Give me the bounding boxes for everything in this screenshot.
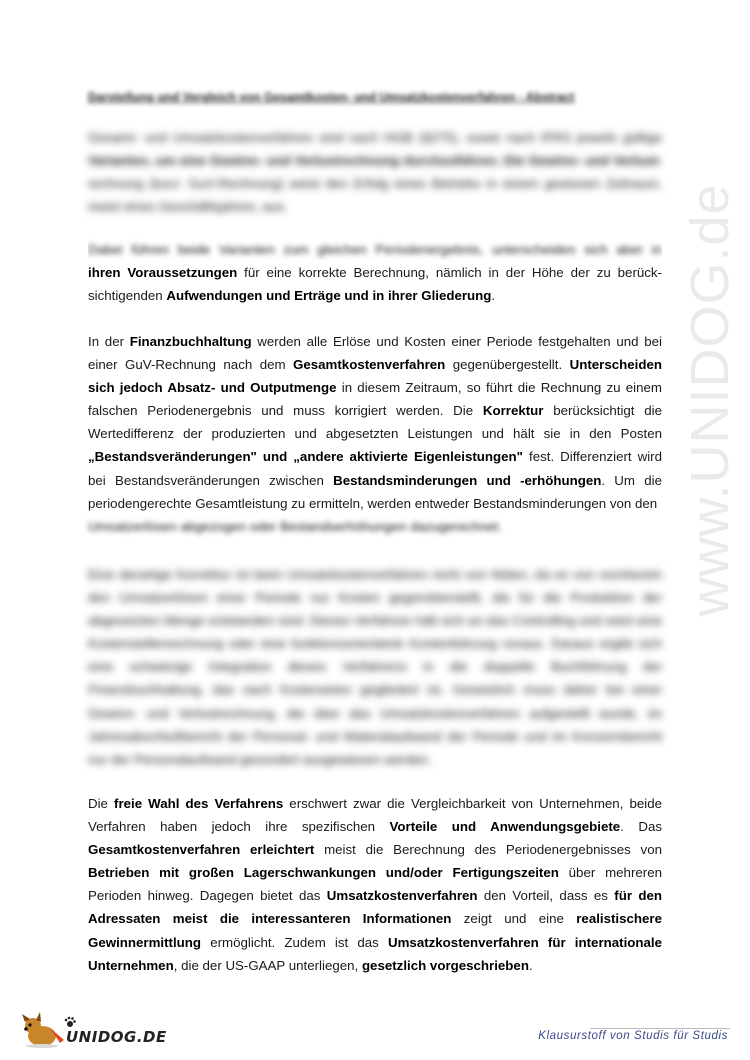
text-run: den Vorteil, dass es <box>477 888 615 904</box>
bold-text: ihren Voraussetzungen <box>88 265 238 280</box>
paragraph-line: Umsatzerlösen abgezogen oder Bestandserhöhungen dazugerechnet. <box>88 518 502 534</box>
paragraph-text: Eine derartige Korrektur ist beim Umsatzkostenverfahren nicht von Nöten, da es von vornherein den Umsatzerlösen einer Periode nur Kosten gegenüberstellt, die für die Produktion der abgesetzten Menge entstanden sind. Dieses Verfahren hält sich an das Controlling und setzt eine Kostenstellenrechnung oder eine funktionsorientierte Kontenführung voraus. Daraus ergibt sich eine schwierige Integration dieses Verfahrens in die doppelte Buchführung der Finanzbuchhaltung, das nach Kostenarten gegliedert ist. Gesetzlich muss daher bei einer Gewinn- und Verlustrechnung, die über das Umsatzkostenverfahren aufgestellt wurde, im Jahresabschlußbericht der Personal- und Materialaufwand der Periode und im Konzernbericht nur der Personalaufwand gesondert ausgewiesen werden. <box>88 567 662 767</box>
paw-icon <box>64 1016 76 1028</box>
paragraph-line: Dabei führen beide Varianten zum gleichen Periodenergebnis, unterscheiden sich aber in <box>88 242 662 257</box>
text-run: erschwert zwar die Vergleichbarkeit von Unternehmen, beide Verfahren haben jedoch ihre spezifischen <box>88 796 662 835</box>
paragraph-line: Varianten, um eine Gewinn- und Verlustrechnung durchzuführen. Die Gewinn- und Verlust- <box>88 153 662 169</box>
text-run: gegenübergestellt. <box>445 357 570 373</box>
bold-text: Umsatzkostenverfahren <box>326 888 478 904</box>
watermark <box>680 183 740 617</box>
bold-text: realistischere Gewinnermittlung <box>88 911 662 950</box>
footer-divider <box>590 1028 730 1029</box>
bold-text: Betrieben mit großen Lagerschwankungen und/oder Fertigungszeiten <box>88 865 559 881</box>
watermark-text: www.UNIDOG.de <box>680 183 740 617</box>
paragraph-umsatzkosten <box>88 563 662 771</box>
text-run: fest. Differenziert wird bei Bestandsveränderungen zwischen <box>88 449 663 488</box>
text-run: . <box>528 957 533 973</box>
bold-text: gesetzlich vorgeschrieben <box>361 957 529 973</box>
text-run: In der <box>88 334 130 349</box>
bold-text: Korrektur <box>482 403 544 419</box>
bold-text: Finanzbuchhaltung <box>129 334 252 349</box>
document-title: Darstellung und Vergleich von Gesamtkosten- und Umsatzkostenverfahren - Abstract <box>88 90 575 104</box>
text-run: werden alle Erlöse und Kosten einer Periode festgehalten und bei einer GuV-Rechnung nach dem <box>88 334 662 373</box>
paragraph-comparison <box>88 261 662 307</box>
logo-text: UNIDOG.DE <box>66 1028 167 1046</box>
text-run: . Das <box>620 819 663 835</box>
text-run: für eine korrekte Berechnung, nämlich in der Höhe der zu berück- <box>237 265 662 280</box>
text-run: zeigt und eine <box>451 911 577 927</box>
paragraph-finanzbuchhaltung <box>88 330 662 538</box>
dog-icon <box>20 1010 66 1050</box>
text-run: in diesem Zeitraum, so führt die Rechnung zu einem falschen Periodenergebnis und muss korrigiert werden. Die <box>88 380 662 419</box>
bold-text: Umsatzkostenverfahren für internationale Unternehmen <box>88 934 662 973</box>
bold-text: freie Wahl des Verfahrens <box>114 796 284 811</box>
text-run: . <box>491 288 496 304</box>
text-run: , die der US-GAAP unterliegen, <box>173 957 362 973</box>
unidog-logo <box>20 1010 167 1050</box>
bold-text: Gesamtkostenverfahren erleichtert <box>88 842 315 858</box>
paragraph-line: Gesamt- und Umsatzkostenverfahren sind nach HGB (§275), sowie nach IFRS jeweils gültige <box>88 130 662 145</box>
bold-text: Bestandsminderungen und -erhöhungen <box>333 472 602 488</box>
bold-text: für den Adressaten meist die interessanteren Informationen <box>88 888 662 927</box>
paragraph-line: rechnung (kurz: GuV-Rechnung) weist den Erfolg eines Betriebs in einem gewissen Zeitraum, <box>88 176 662 192</box>
text-run: sichtigenden <box>88 288 167 304</box>
text-run: berücksichtigt die Wertedifferenz der produzierten und abgesetzten Leistungen und hält sie in den Posten <box>88 403 662 442</box>
text-run: Die <box>88 796 115 811</box>
bold-text: Unterscheiden sich jedoch Absatz- und Outputmenge <box>88 357 662 396</box>
footer-tagline: Klausurstoff von Studis für Studis <box>538 1030 728 1042</box>
bold-text: Vorteile und Anwendungsgebiete <box>389 819 621 835</box>
text-run: über mehreren Perioden hinweg. Dagegen bietet das <box>88 865 662 904</box>
text-run: . Um die periodengerechte Gesamtleistung zu ermitteln, werden entweder Bestandsminderungen von den <box>88 472 662 511</box>
bold-text: Aufwendungen und Erträge und in ihrer Gliederung <box>166 288 492 304</box>
paragraph-wahl <box>88 792 662 977</box>
paragraph-comparison-blurred <box>88 238 662 260</box>
bold-text: Gesamtkostenverfahren <box>293 357 446 373</box>
text-run: meist die Berechnung des Periodenergebnisses von <box>314 842 662 858</box>
paragraph-intro <box>88 126 662 218</box>
text-run: ermöglicht. Zudem ist das <box>201 934 388 950</box>
paragraph-line: meist eines Geschäftsjahres, aus. <box>88 199 288 215</box>
bold-text: „Bestandsveränderungen" und „andere aktivierte Eigenleistungen" <box>88 449 523 465</box>
